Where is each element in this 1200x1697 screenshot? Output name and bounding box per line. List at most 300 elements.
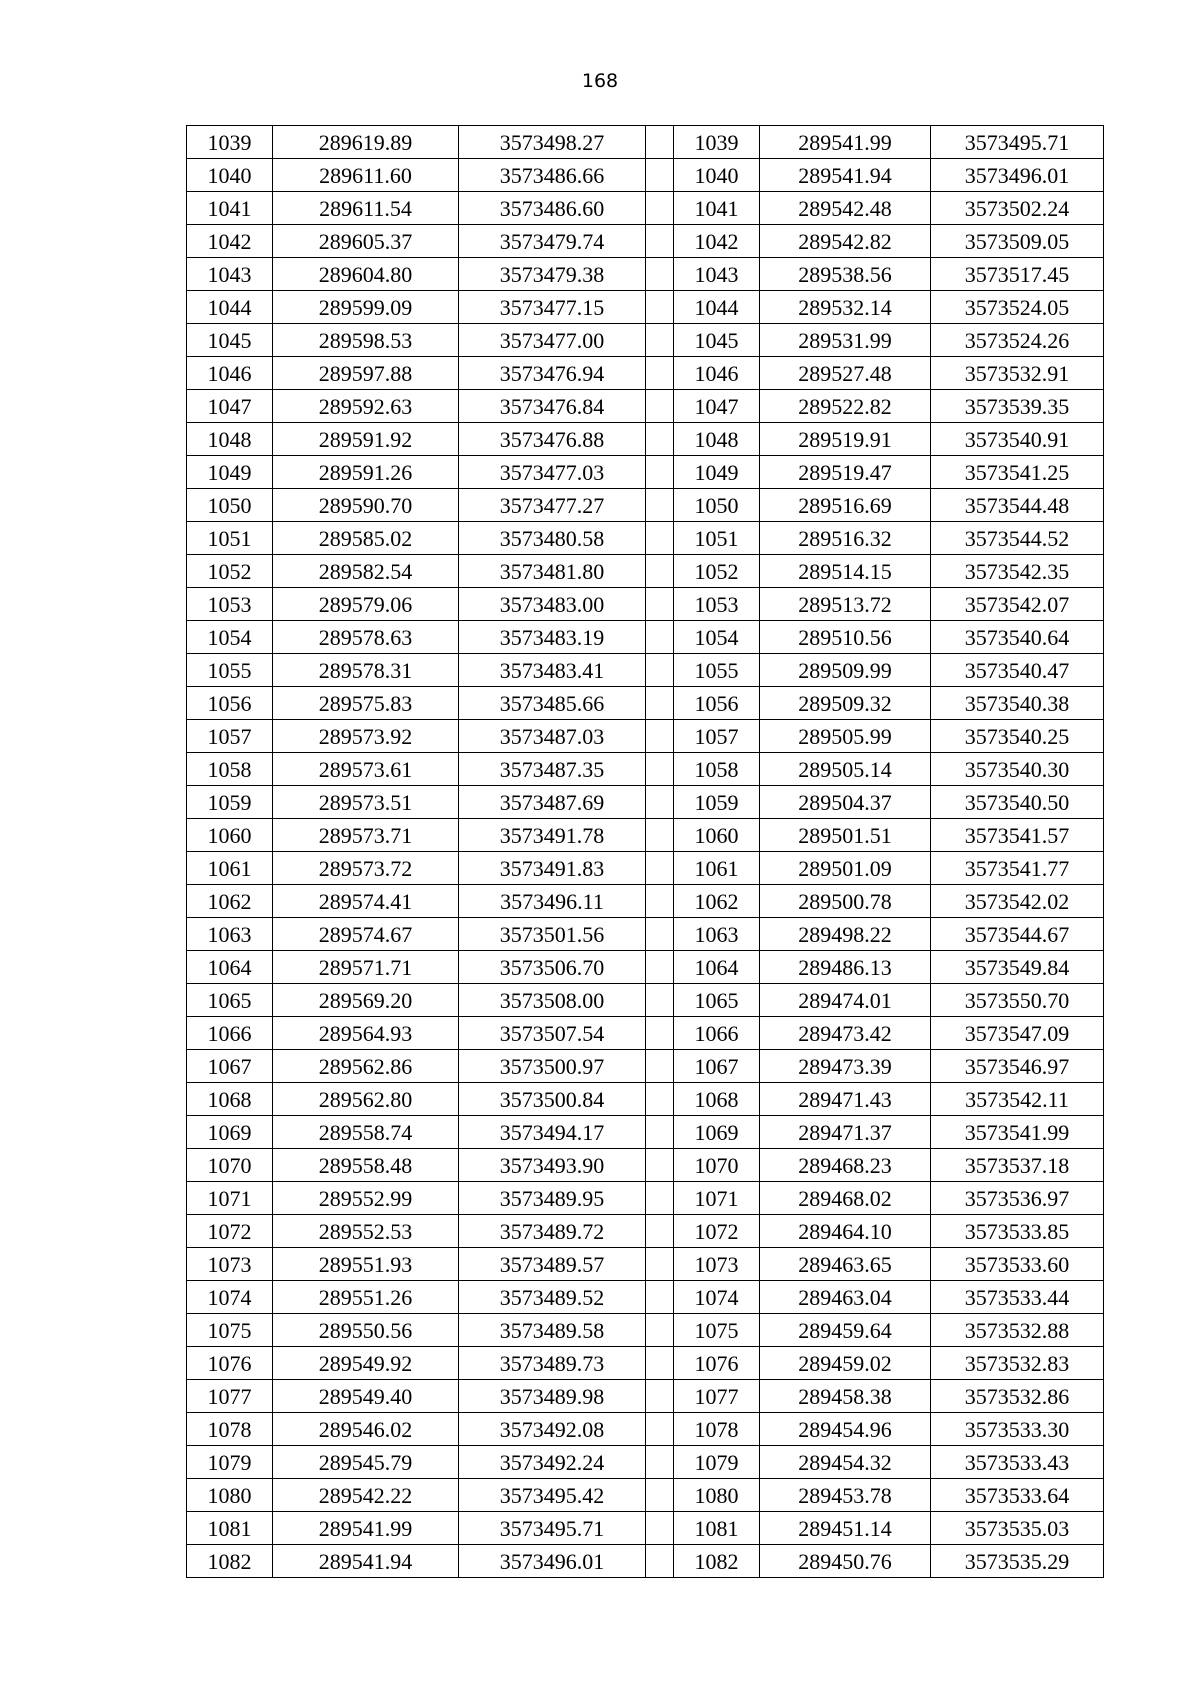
right-y-coordinate-cell: 3573532.83 bbox=[931, 1347, 1104, 1380]
spacer-cell bbox=[646, 489, 674, 522]
left-point-id-cell: 1045 bbox=[187, 324, 273, 357]
right-y-coordinate-cell: 3573541.99 bbox=[931, 1116, 1104, 1149]
spacer-cell bbox=[646, 390, 674, 423]
right-y-coordinate-cell: 3573533.85 bbox=[931, 1215, 1104, 1248]
left-y-coordinate-cell: 3573501.56 bbox=[459, 918, 646, 951]
left-y-coordinate-cell: 3573492.24 bbox=[459, 1446, 646, 1479]
left-y-coordinate-cell: 3573493.90 bbox=[459, 1149, 646, 1182]
right-y-coordinate-cell: 3573532.88 bbox=[931, 1314, 1104, 1347]
right-y-coordinate-cell: 3573536.97 bbox=[931, 1182, 1104, 1215]
left-point-id-cell: 1052 bbox=[187, 555, 273, 588]
left-x-coordinate-cell: 289573.51 bbox=[273, 786, 459, 819]
spacer-cell bbox=[646, 753, 674, 786]
right-x-coordinate-cell: 289471.37 bbox=[760, 1116, 931, 1149]
right-y-coordinate-cell: 3573537.18 bbox=[931, 1149, 1104, 1182]
right-y-coordinate-cell: 3573495.71 bbox=[931, 126, 1104, 159]
table-row bbox=[187, 1050, 1104, 1083]
right-x-coordinate-cell: 289541.94 bbox=[760, 159, 931, 192]
right-x-coordinate-cell: 289519.91 bbox=[760, 423, 931, 456]
right-y-coordinate-cell: 3573509.05 bbox=[931, 225, 1104, 258]
table-row bbox=[187, 522, 1104, 555]
right-y-coordinate-cell: 3573535.03 bbox=[931, 1512, 1104, 1545]
left-point-id-cell: 1055 bbox=[187, 654, 273, 687]
left-x-coordinate-cell: 289573.61 bbox=[273, 753, 459, 786]
spacer-cell bbox=[646, 1545, 674, 1578]
spacer-cell bbox=[646, 852, 674, 885]
spacer-cell bbox=[646, 456, 674, 489]
left-point-id-cell: 1056 bbox=[187, 687, 273, 720]
left-point-id-cell: 1079 bbox=[187, 1446, 273, 1479]
right-point-id-cell: 1056 bbox=[674, 687, 760, 720]
left-x-coordinate-cell: 289551.26 bbox=[273, 1281, 459, 1314]
left-y-coordinate-cell: 3573483.19 bbox=[459, 621, 646, 654]
left-x-coordinate-cell: 289605.37 bbox=[273, 225, 459, 258]
right-y-coordinate-cell: 3573533.43 bbox=[931, 1446, 1104, 1479]
table-row bbox=[187, 357, 1104, 390]
right-point-id-cell: 1079 bbox=[674, 1446, 760, 1479]
left-y-coordinate-cell: 3573489.98 bbox=[459, 1380, 646, 1413]
spacer-cell bbox=[646, 1182, 674, 1215]
left-y-coordinate-cell: 3573489.57 bbox=[459, 1248, 646, 1281]
right-point-id-cell: 1058 bbox=[674, 753, 760, 786]
right-x-coordinate-cell: 289450.76 bbox=[760, 1545, 931, 1578]
left-y-coordinate-cell: 3573498.27 bbox=[459, 126, 646, 159]
right-point-id-cell: 1080 bbox=[674, 1479, 760, 1512]
right-x-coordinate-cell: 289458.38 bbox=[760, 1380, 931, 1413]
right-y-coordinate-cell: 3573544.67 bbox=[931, 918, 1104, 951]
left-y-coordinate-cell: 3573479.38 bbox=[459, 258, 646, 291]
left-y-coordinate-cell: 3573487.69 bbox=[459, 786, 646, 819]
spacer-cell bbox=[646, 258, 674, 291]
right-y-coordinate-cell: 3573546.97 bbox=[931, 1050, 1104, 1083]
coordinates-table-body bbox=[187, 126, 1104, 1578]
spacer-cell bbox=[646, 1281, 674, 1314]
table-row bbox=[187, 291, 1104, 324]
left-point-id-cell: 1075 bbox=[187, 1314, 273, 1347]
spacer-cell bbox=[646, 159, 674, 192]
table-row bbox=[187, 555, 1104, 588]
right-point-id-cell: 1065 bbox=[674, 984, 760, 1017]
table-row bbox=[187, 423, 1104, 456]
right-y-coordinate-cell: 3573502.24 bbox=[931, 192, 1104, 225]
left-x-coordinate-cell: 289569.20 bbox=[273, 984, 459, 1017]
left-x-coordinate-cell: 289591.26 bbox=[273, 456, 459, 489]
right-point-id-cell: 1054 bbox=[674, 621, 760, 654]
right-x-coordinate-cell: 289505.14 bbox=[760, 753, 931, 786]
right-x-coordinate-cell: 289464.10 bbox=[760, 1215, 931, 1248]
right-y-coordinate-cell: 3573547.09 bbox=[931, 1017, 1104, 1050]
right-x-coordinate-cell: 289509.99 bbox=[760, 654, 931, 687]
left-x-coordinate-cell: 289562.86 bbox=[273, 1050, 459, 1083]
right-x-coordinate-cell: 289542.82 bbox=[760, 225, 931, 258]
table-row bbox=[187, 1446, 1104, 1479]
right-x-coordinate-cell: 289454.96 bbox=[760, 1413, 931, 1446]
left-y-coordinate-cell: 3573476.88 bbox=[459, 423, 646, 456]
table-row bbox=[187, 819, 1104, 852]
left-point-id-cell: 1077 bbox=[187, 1380, 273, 1413]
left-point-id-cell: 1076 bbox=[187, 1347, 273, 1380]
spacer-cell bbox=[646, 192, 674, 225]
left-point-id-cell: 1050 bbox=[187, 489, 273, 522]
right-point-id-cell: 1070 bbox=[674, 1149, 760, 1182]
left-y-coordinate-cell: 3573495.71 bbox=[459, 1512, 646, 1545]
left-x-coordinate-cell: 289582.54 bbox=[273, 555, 459, 588]
left-x-coordinate-cell: 289591.92 bbox=[273, 423, 459, 456]
spacer-cell bbox=[646, 687, 674, 720]
right-x-coordinate-cell: 289468.23 bbox=[760, 1149, 931, 1182]
right-point-id-cell: 1041 bbox=[674, 192, 760, 225]
left-x-coordinate-cell: 289585.02 bbox=[273, 522, 459, 555]
table-row bbox=[187, 324, 1104, 357]
left-y-coordinate-cell: 3573476.84 bbox=[459, 390, 646, 423]
spacer-cell bbox=[646, 1347, 674, 1380]
right-x-coordinate-cell: 289519.47 bbox=[760, 456, 931, 489]
table-row bbox=[187, 456, 1104, 489]
right-point-id-cell: 1048 bbox=[674, 423, 760, 456]
left-point-id-cell: 1069 bbox=[187, 1116, 273, 1149]
left-x-coordinate-cell: 289597.88 bbox=[273, 357, 459, 390]
spacer-cell bbox=[646, 1083, 674, 1116]
left-y-coordinate-cell: 3573496.01 bbox=[459, 1545, 646, 1578]
right-x-coordinate-cell: 289509.32 bbox=[760, 687, 931, 720]
right-y-coordinate-cell: 3573541.25 bbox=[931, 456, 1104, 489]
right-y-coordinate-cell: 3573533.60 bbox=[931, 1248, 1104, 1281]
spacer-cell bbox=[646, 324, 674, 357]
right-x-coordinate-cell: 289513.72 bbox=[760, 588, 931, 621]
left-y-coordinate-cell: 3573479.74 bbox=[459, 225, 646, 258]
left-y-coordinate-cell: 3573487.03 bbox=[459, 720, 646, 753]
left-y-coordinate-cell: 3573480.58 bbox=[459, 522, 646, 555]
right-y-coordinate-cell: 3573540.30 bbox=[931, 753, 1104, 786]
left-point-id-cell: 1044 bbox=[187, 291, 273, 324]
right-point-id-cell: 1047 bbox=[674, 390, 760, 423]
left-y-coordinate-cell: 3573476.94 bbox=[459, 357, 646, 390]
right-y-coordinate-cell: 3573550.70 bbox=[931, 984, 1104, 1017]
spacer-cell bbox=[646, 621, 674, 654]
right-x-coordinate-cell: 289510.56 bbox=[760, 621, 931, 654]
right-x-coordinate-cell: 289459.64 bbox=[760, 1314, 931, 1347]
right-x-coordinate-cell: 289538.56 bbox=[760, 258, 931, 291]
left-x-coordinate-cell: 289604.80 bbox=[273, 258, 459, 291]
left-y-coordinate-cell: 3573507.54 bbox=[459, 1017, 646, 1050]
left-point-id-cell: 1059 bbox=[187, 786, 273, 819]
right-y-coordinate-cell: 3573542.07 bbox=[931, 588, 1104, 621]
right-point-id-cell: 1050 bbox=[674, 489, 760, 522]
left-x-coordinate-cell: 289578.31 bbox=[273, 654, 459, 687]
table-row bbox=[187, 1281, 1104, 1314]
left-point-id-cell: 1067 bbox=[187, 1050, 273, 1083]
spacer-cell bbox=[646, 1215, 674, 1248]
right-y-coordinate-cell: 3573540.50 bbox=[931, 786, 1104, 819]
right-point-id-cell: 1061 bbox=[674, 852, 760, 885]
right-y-coordinate-cell: 3573532.86 bbox=[931, 1380, 1104, 1413]
left-y-coordinate-cell: 3573491.78 bbox=[459, 819, 646, 852]
left-point-id-cell: 1061 bbox=[187, 852, 273, 885]
table-row bbox=[187, 1479, 1104, 1512]
right-x-coordinate-cell: 289451.14 bbox=[760, 1512, 931, 1545]
left-point-id-cell: 1065 bbox=[187, 984, 273, 1017]
page-number: 168 bbox=[581, 70, 619, 92]
right-x-coordinate-cell: 289542.48 bbox=[760, 192, 931, 225]
left-point-id-cell: 1068 bbox=[187, 1083, 273, 1116]
right-y-coordinate-cell: 3573549.84 bbox=[931, 951, 1104, 984]
right-x-coordinate-cell: 289532.14 bbox=[760, 291, 931, 324]
right-point-id-cell: 1062 bbox=[674, 885, 760, 918]
left-y-coordinate-cell: 3573496.11 bbox=[459, 885, 646, 918]
right-y-coordinate-cell: 3573544.52 bbox=[931, 522, 1104, 555]
right-y-coordinate-cell: 3573540.64 bbox=[931, 621, 1104, 654]
right-x-coordinate-cell: 289463.04 bbox=[760, 1281, 931, 1314]
left-x-coordinate-cell: 289558.74 bbox=[273, 1116, 459, 1149]
right-y-coordinate-cell: 3573517.45 bbox=[931, 258, 1104, 291]
left-x-coordinate-cell: 289542.22 bbox=[273, 1479, 459, 1512]
table-row bbox=[187, 258, 1104, 291]
left-x-coordinate-cell: 289611.60 bbox=[273, 159, 459, 192]
table-row bbox=[187, 588, 1104, 621]
table-row bbox=[187, 1215, 1104, 1248]
right-y-coordinate-cell: 3573496.01 bbox=[931, 159, 1104, 192]
right-point-id-cell: 1072 bbox=[674, 1215, 760, 1248]
table-row bbox=[187, 852, 1104, 885]
left-x-coordinate-cell: 289541.99 bbox=[273, 1512, 459, 1545]
right-point-id-cell: 1045 bbox=[674, 324, 760, 357]
left-x-coordinate-cell: 289575.83 bbox=[273, 687, 459, 720]
left-x-coordinate-cell: 289592.63 bbox=[273, 390, 459, 423]
spacer-cell bbox=[646, 357, 674, 390]
right-x-coordinate-cell: 289505.99 bbox=[760, 720, 931, 753]
left-y-coordinate-cell: 3573494.17 bbox=[459, 1116, 646, 1149]
spacer-cell bbox=[646, 1446, 674, 1479]
left-y-coordinate-cell: 3573483.41 bbox=[459, 654, 646, 687]
right-point-id-cell: 1040 bbox=[674, 159, 760, 192]
spacer-cell bbox=[646, 654, 674, 687]
left-point-id-cell: 1053 bbox=[187, 588, 273, 621]
right-x-coordinate-cell: 289453.78 bbox=[760, 1479, 931, 1512]
table-row bbox=[187, 1512, 1104, 1545]
left-x-coordinate-cell: 289558.48 bbox=[273, 1149, 459, 1182]
spacer-cell bbox=[646, 819, 674, 852]
left-point-id-cell: 1066 bbox=[187, 1017, 273, 1050]
left-x-coordinate-cell: 289549.40 bbox=[273, 1380, 459, 1413]
left-point-id-cell: 1060 bbox=[187, 819, 273, 852]
right-x-coordinate-cell: 289541.99 bbox=[760, 126, 931, 159]
left-y-coordinate-cell: 3573486.60 bbox=[459, 192, 646, 225]
spacer-cell bbox=[646, 1512, 674, 1545]
left-point-id-cell: 1049 bbox=[187, 456, 273, 489]
spacer-cell bbox=[646, 720, 674, 753]
spacer-cell bbox=[646, 951, 674, 984]
table-row bbox=[187, 192, 1104, 225]
right-point-id-cell: 1078 bbox=[674, 1413, 760, 1446]
right-x-coordinate-cell: 289527.48 bbox=[760, 357, 931, 390]
right-point-id-cell: 1077 bbox=[674, 1380, 760, 1413]
left-point-id-cell: 1062 bbox=[187, 885, 273, 918]
left-y-coordinate-cell: 3573506.70 bbox=[459, 951, 646, 984]
right-point-id-cell: 1081 bbox=[674, 1512, 760, 1545]
spacer-cell bbox=[646, 1479, 674, 1512]
spacer-cell bbox=[646, 225, 674, 258]
right-y-coordinate-cell: 3573540.91 bbox=[931, 423, 1104, 456]
right-y-coordinate-cell: 3573542.02 bbox=[931, 885, 1104, 918]
left-y-coordinate-cell: 3573495.42 bbox=[459, 1479, 646, 1512]
left-x-coordinate-cell: 289578.63 bbox=[273, 621, 459, 654]
right-point-id-cell: 1051 bbox=[674, 522, 760, 555]
left-point-id-cell: 1042 bbox=[187, 225, 273, 258]
left-y-coordinate-cell: 3573487.35 bbox=[459, 753, 646, 786]
table-row bbox=[187, 1149, 1104, 1182]
right-y-coordinate-cell: 3573524.05 bbox=[931, 291, 1104, 324]
right-y-coordinate-cell: 3573533.44 bbox=[931, 1281, 1104, 1314]
table-row bbox=[187, 621, 1104, 654]
spacer-cell bbox=[646, 291, 674, 324]
right-y-coordinate-cell: 3573533.30 bbox=[931, 1413, 1104, 1446]
right-point-id-cell: 1052 bbox=[674, 555, 760, 588]
right-point-id-cell: 1069 bbox=[674, 1116, 760, 1149]
right-x-coordinate-cell: 289516.32 bbox=[760, 522, 931, 555]
left-y-coordinate-cell: 3573489.72 bbox=[459, 1215, 646, 1248]
right-y-coordinate-cell: 3573540.25 bbox=[931, 720, 1104, 753]
left-x-coordinate-cell: 289546.02 bbox=[273, 1413, 459, 1446]
left-point-id-cell: 1078 bbox=[187, 1413, 273, 1446]
left-point-id-cell: 1048 bbox=[187, 423, 273, 456]
table-row bbox=[187, 1182, 1104, 1215]
left-x-coordinate-cell: 289579.06 bbox=[273, 588, 459, 621]
right-point-id-cell: 1053 bbox=[674, 588, 760, 621]
right-x-coordinate-cell: 289471.43 bbox=[760, 1083, 931, 1116]
right-point-id-cell: 1039 bbox=[674, 126, 760, 159]
left-x-coordinate-cell: 289573.92 bbox=[273, 720, 459, 753]
spacer-cell bbox=[646, 1380, 674, 1413]
left-y-coordinate-cell: 3573500.97 bbox=[459, 1050, 646, 1083]
left-point-id-cell: 1072 bbox=[187, 1215, 273, 1248]
left-y-coordinate-cell: 3573485.66 bbox=[459, 687, 646, 720]
right-point-id-cell: 1057 bbox=[674, 720, 760, 753]
right-y-coordinate-cell: 3573532.91 bbox=[931, 357, 1104, 390]
right-point-id-cell: 1082 bbox=[674, 1545, 760, 1578]
left-point-id-cell: 1070 bbox=[187, 1149, 273, 1182]
left-point-id-cell: 1040 bbox=[187, 159, 273, 192]
right-point-id-cell: 1044 bbox=[674, 291, 760, 324]
right-y-coordinate-cell: 3573544.48 bbox=[931, 489, 1104, 522]
left-x-coordinate-cell: 289550.56 bbox=[273, 1314, 459, 1347]
right-x-coordinate-cell: 289454.32 bbox=[760, 1446, 931, 1479]
left-point-id-cell: 1074 bbox=[187, 1281, 273, 1314]
table-row bbox=[187, 390, 1104, 423]
spacer-cell bbox=[646, 1149, 674, 1182]
right-x-coordinate-cell: 289501.51 bbox=[760, 819, 931, 852]
table-row bbox=[187, 786, 1104, 819]
table-row bbox=[187, 687, 1104, 720]
right-point-id-cell: 1059 bbox=[674, 786, 760, 819]
right-x-coordinate-cell: 289473.39 bbox=[760, 1050, 931, 1083]
spacer-cell bbox=[646, 1248, 674, 1281]
right-x-coordinate-cell: 289514.15 bbox=[760, 555, 931, 588]
right-y-coordinate-cell: 3573540.38 bbox=[931, 687, 1104, 720]
spacer-cell bbox=[646, 918, 674, 951]
right-point-id-cell: 1042 bbox=[674, 225, 760, 258]
left-y-coordinate-cell: 3573486.66 bbox=[459, 159, 646, 192]
table-row bbox=[187, 225, 1104, 258]
right-point-id-cell: 1066 bbox=[674, 1017, 760, 1050]
left-point-id-cell: 1047 bbox=[187, 390, 273, 423]
spacer-cell bbox=[646, 588, 674, 621]
right-x-coordinate-cell: 289504.37 bbox=[760, 786, 931, 819]
right-point-id-cell: 1074 bbox=[674, 1281, 760, 1314]
left-point-id-cell: 1057 bbox=[187, 720, 273, 753]
left-y-coordinate-cell: 3573508.00 bbox=[459, 984, 646, 1017]
left-y-coordinate-cell: 3573477.00 bbox=[459, 324, 646, 357]
left-point-id-cell: 1043 bbox=[187, 258, 273, 291]
right-point-id-cell: 1068 bbox=[674, 1083, 760, 1116]
spacer-cell bbox=[646, 984, 674, 1017]
right-point-id-cell: 1049 bbox=[674, 456, 760, 489]
left-y-coordinate-cell: 3573481.80 bbox=[459, 555, 646, 588]
table-row bbox=[187, 489, 1104, 522]
left-x-coordinate-cell: 289545.79 bbox=[273, 1446, 459, 1479]
right-y-coordinate-cell: 3573542.11 bbox=[931, 1083, 1104, 1116]
right-point-id-cell: 1064 bbox=[674, 951, 760, 984]
left-point-id-cell: 1041 bbox=[187, 192, 273, 225]
left-x-coordinate-cell: 289573.72 bbox=[273, 852, 459, 885]
spacer-cell bbox=[646, 126, 674, 159]
left-y-coordinate-cell: 3573489.52 bbox=[459, 1281, 646, 1314]
left-y-coordinate-cell: 3573483.00 bbox=[459, 588, 646, 621]
right-x-coordinate-cell: 289516.69 bbox=[760, 489, 931, 522]
left-point-id-cell: 1073 bbox=[187, 1248, 273, 1281]
table-row bbox=[187, 720, 1104, 753]
left-x-coordinate-cell: 289552.99 bbox=[273, 1182, 459, 1215]
left-point-id-cell: 1054 bbox=[187, 621, 273, 654]
left-x-coordinate-cell: 289573.71 bbox=[273, 819, 459, 852]
left-x-coordinate-cell: 289552.53 bbox=[273, 1215, 459, 1248]
table-row bbox=[187, 126, 1104, 159]
right-point-id-cell: 1063 bbox=[674, 918, 760, 951]
spacer-cell bbox=[646, 555, 674, 588]
left-y-coordinate-cell: 3573477.15 bbox=[459, 291, 646, 324]
table-row bbox=[187, 159, 1104, 192]
left-point-id-cell: 1051 bbox=[187, 522, 273, 555]
left-point-id-cell: 1080 bbox=[187, 1479, 273, 1512]
spacer-cell bbox=[646, 1116, 674, 1149]
left-x-coordinate-cell: 289551.93 bbox=[273, 1248, 459, 1281]
spacer-cell bbox=[646, 1017, 674, 1050]
table-row bbox=[187, 1413, 1104, 1446]
left-x-coordinate-cell: 289564.93 bbox=[273, 1017, 459, 1050]
table-row bbox=[187, 984, 1104, 1017]
left-x-coordinate-cell: 289619.89 bbox=[273, 126, 459, 159]
spacer-cell bbox=[646, 1413, 674, 1446]
table-row bbox=[187, 1017, 1104, 1050]
right-x-coordinate-cell: 289486.13 bbox=[760, 951, 931, 984]
right-y-coordinate-cell: 3573540.47 bbox=[931, 654, 1104, 687]
left-x-coordinate-cell: 289599.09 bbox=[273, 291, 459, 324]
table-row bbox=[187, 918, 1104, 951]
right-x-coordinate-cell: 289468.02 bbox=[760, 1182, 931, 1215]
right-point-id-cell: 1075 bbox=[674, 1314, 760, 1347]
right-point-id-cell: 1076 bbox=[674, 1347, 760, 1380]
right-x-coordinate-cell: 289474.01 bbox=[760, 984, 931, 1017]
coordinates-table bbox=[186, 125, 1104, 1578]
right-y-coordinate-cell: 3573533.64 bbox=[931, 1479, 1104, 1512]
left-point-id-cell: 1064 bbox=[187, 951, 273, 984]
left-x-coordinate-cell: 289611.54 bbox=[273, 192, 459, 225]
right-point-id-cell: 1060 bbox=[674, 819, 760, 852]
right-x-coordinate-cell: 289522.82 bbox=[760, 390, 931, 423]
right-y-coordinate-cell: 3573535.29 bbox=[931, 1545, 1104, 1578]
table-row bbox=[187, 753, 1104, 786]
right-y-coordinate-cell: 3573539.35 bbox=[931, 390, 1104, 423]
spacer-cell bbox=[646, 522, 674, 555]
